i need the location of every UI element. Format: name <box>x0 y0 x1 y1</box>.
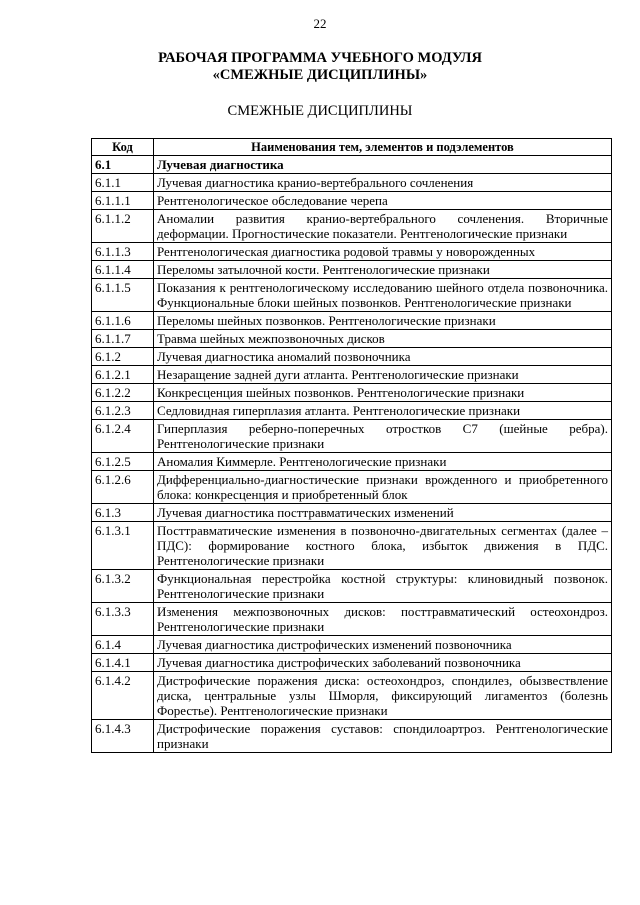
row-name: Незаращение задней дуги атланта. Рентгенологические признаки <box>154 366 612 384</box>
row-name: Переломы шейных позвонков. Рентгенологические признаки <box>154 312 612 330</box>
row-name: Конкресценция шейных позвонков. Рентгенологические признаки <box>154 384 612 402</box>
row-name: Функциональная перестройка костной структуры: клиновидный позвонок. Рентгенологические признаки <box>154 570 612 603</box>
row-code: 6.1.1.2 <box>92 210 154 243</box>
row-name: Посттравматические изменения в позвоночно-двигательных сегментах (далее – ПДС): формирование костного блока, избыток движения в ПДС. Рентгенологические признаки <box>154 522 612 570</box>
row-name: Изменения межпозвоночных дисков: посттравматический остеохондроз. Рентгенологические признаки <box>154 603 612 636</box>
table-row <box>92 330 612 348</box>
table-row <box>92 174 612 192</box>
row-code: 6.1.1.1 <box>92 192 154 210</box>
row-name: Переломы затылочной кости. Рентгенологические признаки <box>154 261 612 279</box>
table-row <box>92 312 612 330</box>
table-row <box>92 570 612 603</box>
table-row <box>92 654 612 672</box>
row-name: Рентгенологическая диагностика родовой травмы у новорожденных <box>154 243 612 261</box>
row-code: 6.1.3 <box>92 504 154 522</box>
row-code: 6.1.1.5 <box>92 279 154 312</box>
title-line-2: «СМЕЖНЫЕ ДИСЦИПЛИНЫ» <box>212 67 428 83</box>
table-row <box>92 366 612 384</box>
table-row <box>92 156 612 174</box>
table-row <box>92 720 612 753</box>
row-code: 6.1.2.5 <box>92 453 154 471</box>
row-code: 6.1.3.1 <box>92 522 154 570</box>
table-row <box>92 279 612 312</box>
row-name: Седловидная гиперплазия атланта. Рентгенологические признаки <box>154 402 612 420</box>
table-row <box>92 402 612 420</box>
table-row <box>92 636 612 654</box>
row-code: 6.1.4 <box>92 636 154 654</box>
row-name: Дифференциально-диагностические признаки врожденного и приобретенного блока: конкресценция и приобретенный блок <box>154 471 612 504</box>
section-subtitle: СМЕЖНЫЕ ДИСЦИПЛИНЫ <box>227 103 413 119</box>
row-code: 6.1.1.6 <box>92 312 154 330</box>
topics-table <box>91 138 612 753</box>
table-row <box>92 504 612 522</box>
row-name: Аномалия Киммерле. Рентгенологические признаки <box>154 453 612 471</box>
row-code: 6.1.2 <box>92 348 154 366</box>
table-row <box>92 384 612 402</box>
row-name: Рентгенологическое обследование черепа <box>154 192 612 210</box>
table-row <box>92 672 612 720</box>
row-name: Лучевая диагностика дистрофических заболеваний позвоночника <box>154 654 612 672</box>
table-row <box>92 192 612 210</box>
table-row <box>92 261 612 279</box>
table-row <box>92 603 612 636</box>
table-row <box>92 522 612 570</box>
table-row <box>92 348 612 366</box>
table-row <box>92 210 612 243</box>
row-code: 6.1.1.3 <box>92 243 154 261</box>
row-code: 6.1.4.3 <box>92 720 154 753</box>
row-name: Лучевая диагностика <box>154 156 612 174</box>
row-code: 6.1.4.2 <box>92 672 154 720</box>
row-code: 6.1.1.4 <box>92 261 154 279</box>
title-line-1: РАБОЧАЯ ПРОГРАММА УЧЕБНОГО МОДУЛЯ <box>158 50 482 66</box>
row-name: Лучевая диагностика аномалий позвоночника <box>154 348 612 366</box>
table-row <box>92 453 612 471</box>
row-name: Лучевая диагностика дистрофических изменений позвоночника <box>154 636 612 654</box>
row-code: 6.1.2.6 <box>92 471 154 504</box>
row-code: 6.1.2.1 <box>92 366 154 384</box>
row-code: 6.1.1 <box>92 174 154 192</box>
row-code: 6.1.2.4 <box>92 420 154 453</box>
row-name: Лучевая диагностика кранио-вертебрального сочленения <box>154 174 612 192</box>
row-name: Дистрофические поражения диска: остеохондроз, спондилез, обызвествление диска, центральные узлы Шморля, фиксирующий лигаментоз (болезнь Форестье). Рентгенологические признаки <box>154 672 612 720</box>
row-code: 6.1 <box>92 156 154 174</box>
row-code: 6.1.1.7 <box>92 330 154 348</box>
header-name: Наименования тем, элементов и подэлементов <box>154 139 612 156</box>
header-code: Код <box>92 139 154 156</box>
table-row <box>92 243 612 261</box>
row-name: Гиперплазия реберно-поперечных отростков С7 (шейные ребра). Рентгенологические признаки <box>154 420 612 453</box>
row-code: 6.1.3.2 <box>92 570 154 603</box>
table-header-row <box>92 139 612 156</box>
table-row <box>92 471 612 504</box>
table-row <box>92 420 612 453</box>
row-name: Показания к рентгенологическому исследованию шейного отдела позвоночника. Функциональные блоки шейных позвонков. Рентгенологические признаки <box>154 279 612 312</box>
row-name: Лучевая диагностика посттравматических изменений <box>154 504 612 522</box>
document-title <box>0 50 640 84</box>
row-code: 6.1.4.1 <box>92 654 154 672</box>
page-number: 22 <box>313 16 327 31</box>
row-code: 6.1.2.3 <box>92 402 154 420</box>
row-name: Аномалии развития кранио-вертебрального сочленения. Вторичные деформации. Прогностические показатели. Рентгенологические признаки <box>154 210 612 243</box>
row-name: Травма шейных межпозвоночных дисков <box>154 330 612 348</box>
row-code: 6.1.2.2 <box>92 384 154 402</box>
row-code: 6.1.3.3 <box>92 603 154 636</box>
row-name: Дистрофические поражения суставов: спондилоартроз. Рентгенологические признаки <box>154 720 612 753</box>
